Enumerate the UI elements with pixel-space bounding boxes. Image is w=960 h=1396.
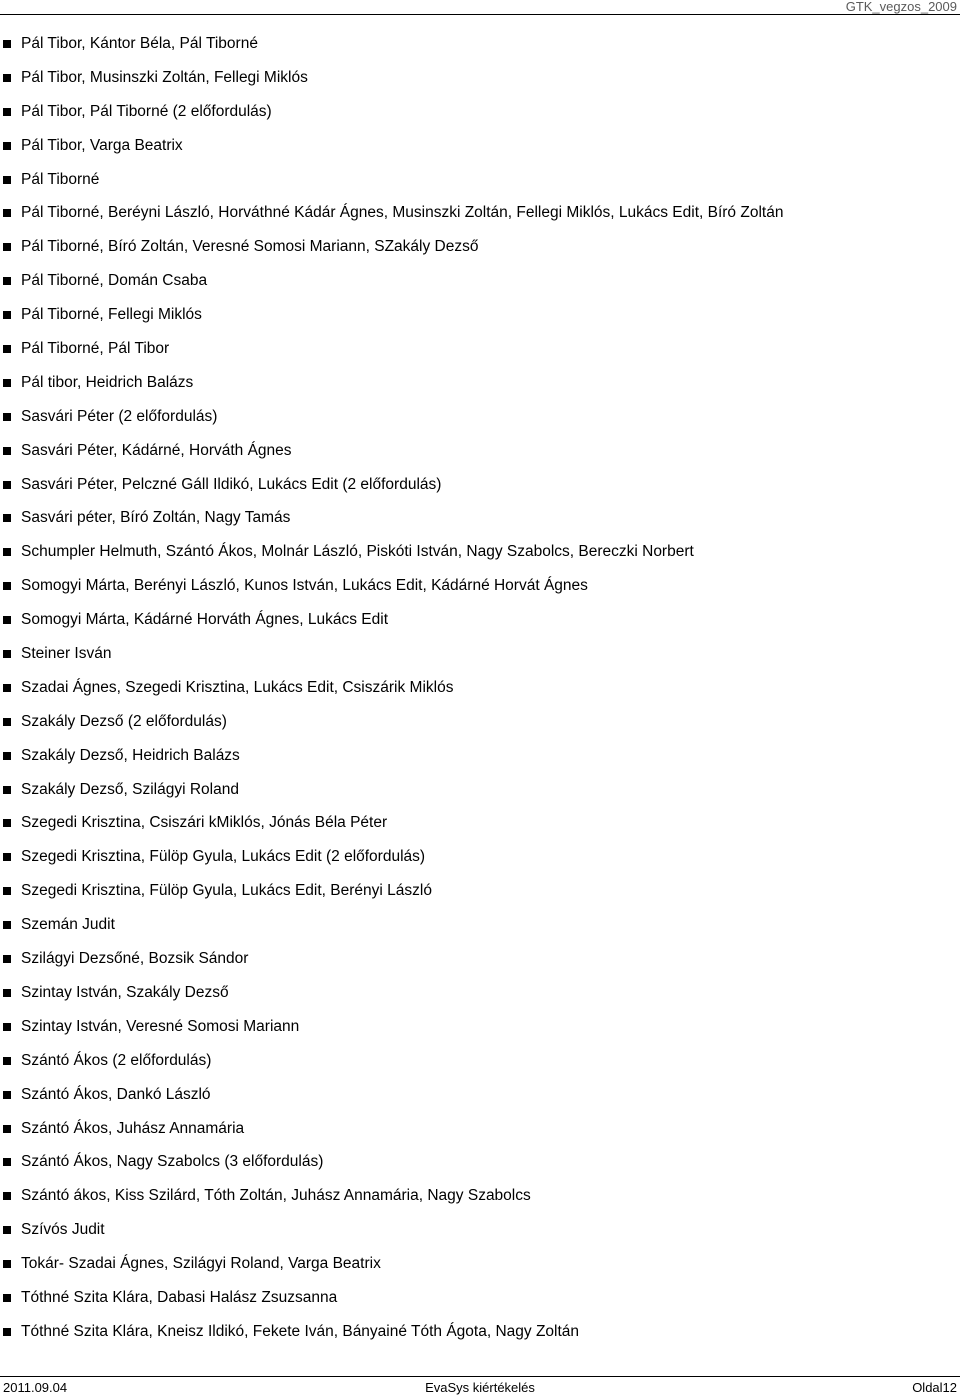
list-item-text: Szántó Ákos, Juhász Annamária (21, 1119, 245, 1137)
square-bullet-icon (3, 955, 11, 963)
list-item-text: Szívós Judit (21, 1221, 105, 1239)
list-item (0, 201, 783, 235)
list-item-text: Steiner Isván (21, 645, 112, 663)
square-bullet-icon (3, 582, 11, 590)
list-item (0, 744, 783, 778)
list-item-text: Szintay István, Veresné Somosi Mariann (21, 1017, 300, 1035)
list-item-text: Szántó Ákos, Nagy Szabolcs (3 előfordulás) (21, 1153, 324, 1171)
list-item (0, 1320, 783, 1354)
list-item (0, 981, 783, 1015)
list-item (0, 168, 783, 202)
square-bullet-icon (3, 752, 11, 760)
square-bullet-icon (3, 243, 11, 251)
list-item (0, 1083, 783, 1117)
list-item (0, 913, 783, 947)
list-item (0, 947, 783, 981)
response-list (0, 32, 783, 1354)
list-item-text: Szegedi Krisztina, Fülöp Gyula, Lukács Edit, Berényi László (21, 882, 432, 900)
square-bullet-icon (3, 853, 11, 861)
square-bullet-icon (3, 887, 11, 895)
list-item (0, 1286, 783, 1320)
list-item-text: Tóthné Szita Klára, Kneisz Ildikó, Fekete Iván, Bányainé Tóth Ágota, Nagy Zoltán (21, 1322, 580, 1340)
list-item-text: Szegedi Krisztina, Csiszári kMiklós, Jónás Béla Péter (21, 814, 388, 832)
square-bullet-icon (3, 616, 11, 624)
list-item-text: Pál Tiborné (21, 170, 100, 188)
footer-report-name: EvaSys kiértékelés (425, 1380, 535, 1395)
square-bullet-icon (3, 481, 11, 489)
list-item (0, 473, 783, 507)
list-item-text: Szakály Dezső, Heidrich Balázs (21, 746, 240, 764)
square-bullet-icon (3, 1091, 11, 1099)
list-item (0, 845, 783, 879)
list-item-text: Pál Tiborné, Beréyni László, Horváthné Kádár Ágnes, Musinszki Zoltán, Fellegi Miklós, Lukács Edit, Bíró Zoltán (21, 204, 784, 222)
list-item-text: Szakály Dezső, Szilágyi Roland (21, 780, 239, 798)
square-bullet-icon (3, 1192, 11, 1200)
footer-date: 2011.09.04 (3, 1380, 68, 1395)
list-item-text: Pál Tibor, Pál Tiborné (2 előfordulás) (21, 102, 272, 120)
square-bullet-icon (3, 311, 11, 319)
list-item-text: Szintay István, Szakály Dezső (21, 983, 229, 1001)
list-item (0, 1015, 783, 1049)
square-bullet-icon (3, 209, 11, 217)
square-bullet-icon (3, 74, 11, 82)
square-bullet-icon (3, 345, 11, 353)
list-item (0, 676, 783, 710)
list-item (0, 1117, 783, 1151)
square-bullet-icon (3, 684, 11, 692)
square-bullet-icon (3, 413, 11, 421)
list-item-text: Pál Tibor, Kántor Béla, Pál Tiborné (21, 35, 258, 52)
square-bullet-icon (3, 1260, 11, 1268)
list-item-text: Szakály Dezső (2 előfordulás) (21, 712, 227, 730)
square-bullet-icon (3, 277, 11, 285)
list-item-text: Sasvári Péter (2 előfordulás) (21, 407, 218, 425)
list-item-text: Szadai Ágnes, Szegedi Krisztina, Lukács Edit, Csiszárik Miklós (21, 678, 454, 696)
square-bullet-icon (3, 40, 11, 48)
list-item (0, 134, 783, 168)
square-bullet-icon (3, 1125, 11, 1133)
list-item (0, 540, 783, 574)
list-item-text: Tokár- Szadai Ágnes, Szilágyi Roland, Varga Beatrix (21, 1255, 381, 1273)
list-item (0, 710, 783, 744)
list-item-text: Sasvári Péter, Kádárné, Horváth Ágnes (21, 441, 292, 459)
list-item-text: Pál Tibor, Musinszki Zoltán, Fellegi Miklós (21, 68, 308, 86)
list-item-text: Pál tibor, Heidrich Balázs (21, 373, 194, 391)
list-item (0, 608, 783, 642)
list-item-text: Szegedi Krisztina, Fülöp Gyula, Lukács Edit (2 előfordulás) (21, 848, 426, 866)
footer-page-number: Oldal12 (912, 1380, 957, 1395)
square-bullet-icon (3, 108, 11, 116)
square-bullet-icon (3, 989, 11, 997)
list-item (0, 778, 783, 812)
list-item (0, 879, 783, 913)
square-bullet-icon (3, 819, 11, 827)
list-item-text: Pál Tiborné, Bíró Zoltán, Veresné Somosi Mariann, SZakály Dezső (21, 238, 479, 256)
list-item-text: Szilágyi Dezsőné, Bozsik Sándor (21, 950, 249, 968)
square-bullet-icon (3, 176, 11, 184)
square-bullet-icon (3, 1158, 11, 1166)
list-item (0, 235, 783, 269)
list-item-text: Sasvári Péter, Pelczné Gáll Ildikó, Lukács Edit (2 előfordulás) (21, 475, 442, 493)
list-item-text: Somogyi Márta, Berényi László, Kunos István, Lukács Edit, Kádárné Horvát Ágnes (21, 577, 588, 595)
list-item (0, 1218, 783, 1252)
list-item-text: Szemán Judit (21, 916, 115, 934)
list-item-text: Sasvári péter, Bíró Zoltán, Nagy Tamás (21, 509, 291, 527)
document-title: GTK_vegzos_2009 (845, 0, 957, 14)
list-item-text: Szántó ákos, Kiss Szilárd, Tóth Zoltán, Juhász Annamária, Nagy Szabolcs (21, 1187, 531, 1205)
list-item (0, 32, 783, 66)
list-item-text: Pál Tiborné, Domán Csaba (21, 272, 208, 290)
square-bullet-icon (3, 1226, 11, 1234)
list-item-text: Pál Tibor, Varga Beatrix (21, 136, 183, 154)
list-item-text: Szántó Ákos, Dankó László (21, 1085, 211, 1103)
list-item-text: Pál Tiborné, Fellegi Miklós (21, 306, 202, 324)
list-item (0, 439, 783, 473)
list-item (0, 405, 783, 439)
list-item (0, 269, 783, 303)
square-bullet-icon (3, 1328, 11, 1336)
square-bullet-icon (3, 447, 11, 455)
list-item-text: Schumpler Helmuth, Szántó Ákos, Molnár László, Piskóti István, Nagy Szabolcs, Bereczki Norbert (21, 543, 694, 561)
list-item-text: Somogyi Márta, Kádárné Horváth Ágnes, Lukács Edit (21, 611, 389, 629)
square-bullet-icon (3, 921, 11, 929)
list-item-text: Tóthné Szita Klára, Dabasi Halász Zsuzsanna (21, 1288, 338, 1306)
square-bullet-icon (3, 1294, 11, 1302)
list-item (0, 1252, 783, 1286)
list-item (0, 337, 783, 371)
square-bullet-icon (3, 650, 11, 658)
list-item-text: Pál Tiborné, Pál Tibor (21, 340, 170, 358)
list-item (0, 66, 783, 100)
square-bullet-icon (3, 786, 11, 794)
list-item (0, 506, 783, 540)
list-item (0, 100, 783, 134)
square-bullet-icon (3, 379, 11, 387)
list-item (0, 303, 783, 337)
square-bullet-icon (3, 142, 11, 150)
square-bullet-icon (3, 1023, 11, 1031)
list-item (0, 642, 783, 676)
list-item (0, 371, 783, 405)
list-item (0, 574, 783, 608)
square-bullet-icon (3, 1057, 11, 1065)
list-item (0, 1184, 783, 1218)
square-bullet-icon (3, 514, 11, 522)
square-bullet-icon (3, 548, 11, 556)
square-bullet-icon (3, 718, 11, 726)
list-item (0, 811, 783, 845)
list-item (0, 1150, 783, 1184)
list-item-text: Szántó Ákos (2 előfordulás) (21, 1051, 212, 1069)
page-footer (0, 1376, 960, 1396)
list-item (0, 1049, 783, 1083)
page-header (0, 0, 960, 15)
